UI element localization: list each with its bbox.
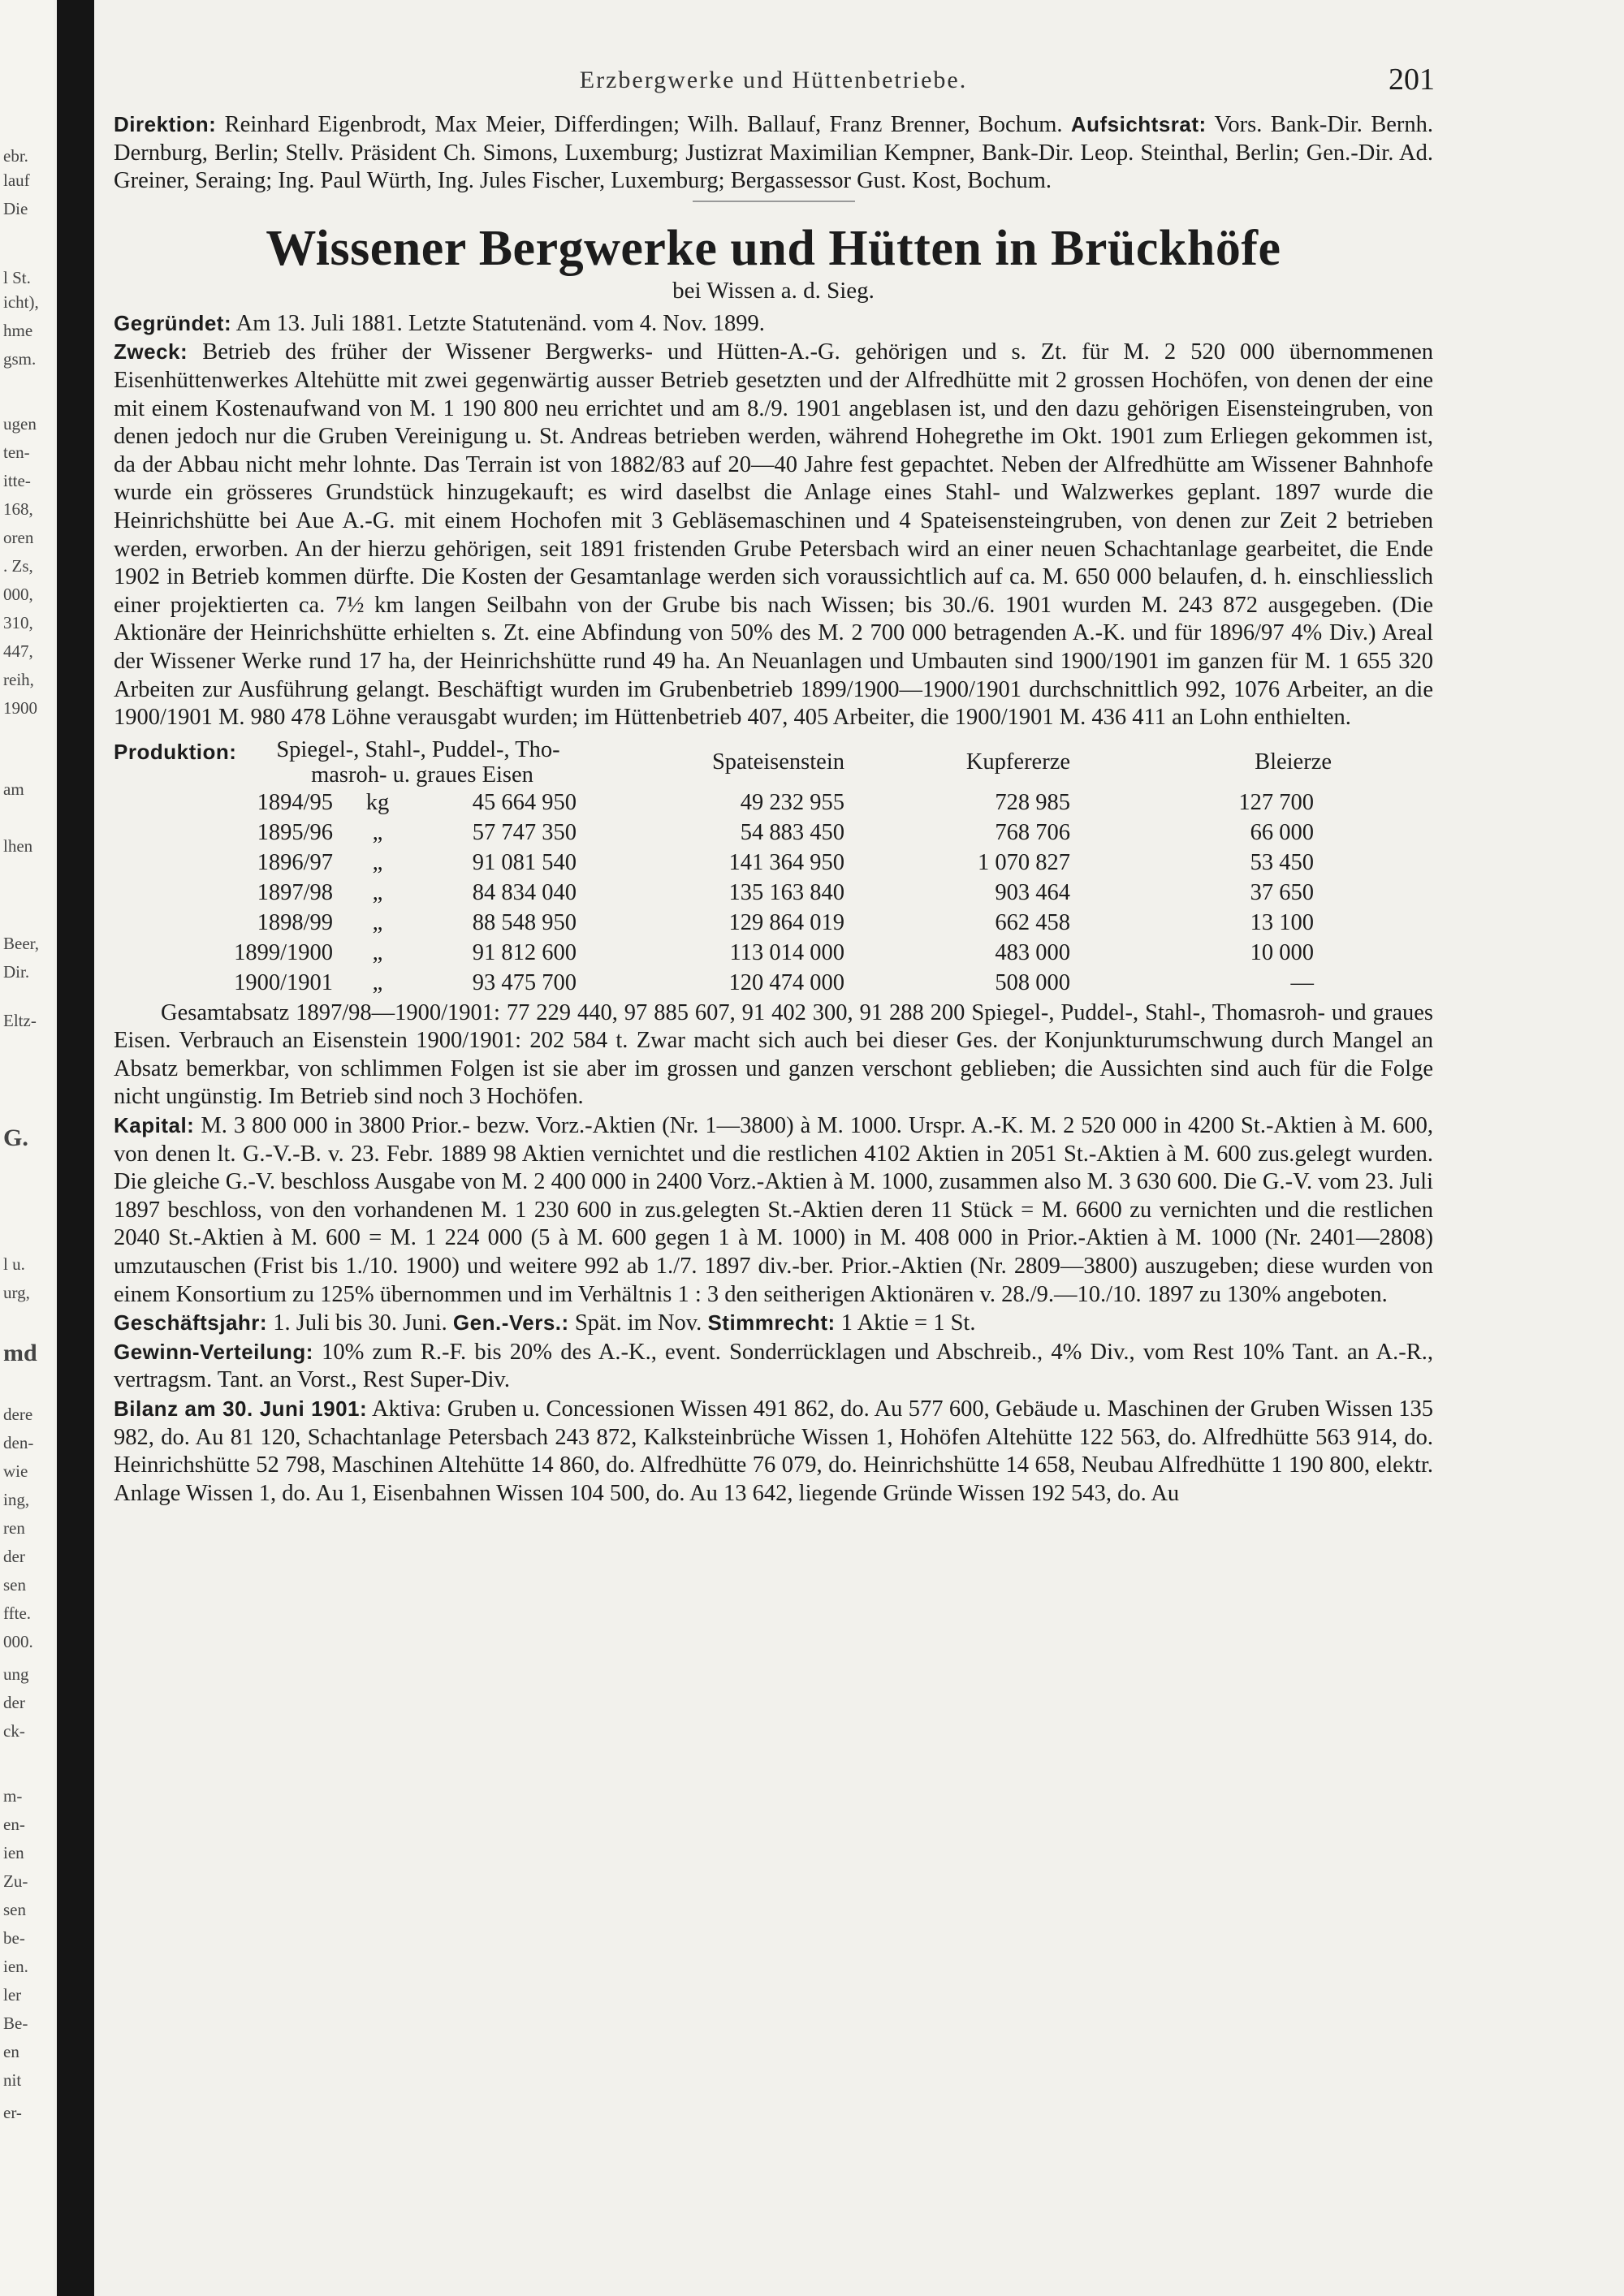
margin-fragment: ler xyxy=(3,1985,22,2005)
production-unit: „ xyxy=(372,969,383,995)
gegruendet-text: Am 13. Juli 1881. Letzte Statutenänd. vom 4. Nov. 1899. xyxy=(235,310,765,336)
production-eisen: 93 475 700 xyxy=(472,969,577,995)
direktion-label: Direktion: xyxy=(114,112,217,136)
margin-fragment: urg, xyxy=(3,1283,30,1302)
margin-fragment: der xyxy=(3,1547,25,1566)
binding-shadow xyxy=(57,0,94,2296)
col-header-blei: Bleierze xyxy=(1255,749,1332,775)
margin-fragment: reih, xyxy=(3,670,34,689)
production-row xyxy=(114,938,1332,968)
genvers-text: Spät. im Nov. xyxy=(574,1310,702,1336)
gesamtabsatz-text: Gesamtabsatz 1897/98—1900/1901: 77 229 440, 97 885 607, 91 402 300, 91 288 200 Spiegel-, Puddel-, Stahl-, Thomasroh- und graues Eisen. Verbrauch an Eisenstein 1900/1901: 202 584 t. Zwar macht sich auch bei dieser Ges. der Konjunkturumschwung durch Mangel an Absatz bemerkbar, von schlimmen Folgen ist sie aber im grossen und ganzen verschont geblieben; die Aussichten sind auch für die Folge nicht ungünstig. Im Betrieb sind noch 3 Hochöfen. xyxy=(114,999,1433,1110)
production-eisen: 88 548 950 xyxy=(472,909,577,935)
margin-fragment: md xyxy=(3,1340,37,1366)
margin-fragment: Be- xyxy=(3,2013,28,2033)
production-eisen: 45 664 950 xyxy=(472,789,577,815)
margin-fragment: hme xyxy=(3,321,33,340)
production-spat: 129 864 019 xyxy=(728,909,844,935)
production-kupfer: 483 000 xyxy=(995,939,1070,965)
running-head-title: Erzbergwerke und Hüttenbetriebe. xyxy=(579,67,968,93)
production-blei: 37 650 xyxy=(1250,879,1314,905)
production-eisen: 57 747 350 xyxy=(472,819,577,845)
production-row xyxy=(114,848,1332,878)
margin-fragment: er- xyxy=(3,2103,22,2122)
margin-fragment: Zu- xyxy=(3,1871,28,1891)
left-margin-bleed xyxy=(0,0,54,2296)
production-spat: 54 883 450 xyxy=(740,819,844,845)
aufsichtsrat-label: Aufsichtsrat: xyxy=(1070,112,1207,136)
gegruendet-paragraph xyxy=(114,309,1433,339)
production-row xyxy=(114,968,1332,998)
bilanz-text: Aktiva: Gruben u. Concessionen Wissen 491 862, do. Au 577 600, Gebäude u. Maschinen der Gruben Wissen 135 982, do. Au 81 120, Schachtanlage Petersbach 243 872, Kalksteinbrüche Wissen 1, Hohöfen Altehütte 122 563, do. Alfredhütte 563 914, do. Heinrichshütte 52 798, Maschinen Altehütte 14 860, do. Alfredhütte 76 079, do. Heinrichshütte 14 658, Neubau Alfredhütte 1 190 800, elektr. Anlage Wissen 1, do. Au 1, Eisenbahnen Wissen 104 500, do. Au 13 642, liegende Gründe Wissen 192 543, do. Au xyxy=(114,1396,1433,1506)
production-unit: „ xyxy=(372,939,383,965)
margin-fragment: ing, xyxy=(3,1490,30,1509)
margin-fragment: am xyxy=(3,779,24,799)
margin-fragment: 000. xyxy=(3,1632,33,1651)
margin-fragment: ung xyxy=(3,1664,29,1684)
margin-fragment: Die xyxy=(3,199,28,218)
production-blei: 13 100 xyxy=(1250,909,1314,935)
margin-fragment: Eltz- xyxy=(3,1011,37,1030)
production-unit: „ xyxy=(372,879,383,905)
production-row xyxy=(114,788,1332,818)
production-unit: kg xyxy=(365,789,390,815)
production-eisen: 84 834 040 xyxy=(472,879,577,905)
page-content xyxy=(114,52,1433,1508)
production-unit: „ xyxy=(372,909,383,935)
production-row xyxy=(114,878,1332,908)
margin-fragment: lauf xyxy=(3,170,30,190)
production-kupfer: 508 000 xyxy=(995,969,1070,995)
margin-fragment: 1900 xyxy=(3,698,37,718)
production-kupfer: 768 706 xyxy=(995,819,1070,845)
production-kupfer: 1 070 827 xyxy=(978,849,1070,875)
production-table xyxy=(114,737,1332,998)
production-blei: 53 450 xyxy=(1250,849,1314,875)
kapital-label: Kapital: xyxy=(114,1113,195,1138)
production-unit: „ xyxy=(372,819,383,845)
margin-fragment: ien. xyxy=(3,1957,28,1976)
margin-fragment: Beer, xyxy=(3,934,40,953)
margin-fragment: l St. xyxy=(3,268,31,287)
production-year: 1895/96 xyxy=(257,819,333,845)
production-row xyxy=(114,818,1332,848)
page-number: 201 xyxy=(1389,63,1435,97)
produktion-label: Produktion: xyxy=(114,739,237,764)
gewinn-text: 10% zum R.-F. bis 20% des A.-K., event. Sonderrücklagen und Abschreib., 4% Div., vom Rest 10% Tant. an A.-R., vertragsm. Tant. an Vorst., Rest Super-Div. xyxy=(114,1339,1434,1393)
gegruendet-label: Gegründet: xyxy=(114,310,232,335)
bilanz-paragraph xyxy=(114,1395,1433,1508)
production-kupfer: 728 985 xyxy=(995,789,1070,815)
zweck-label: Zweck: xyxy=(114,339,188,365)
margin-fragment: ebr. xyxy=(3,146,28,166)
production-unit: „ xyxy=(372,849,383,875)
production-spat: 120 474 000 xyxy=(728,969,844,995)
geschaeftsjahr-text: 1. Juli bis 30. Juni. xyxy=(273,1310,447,1336)
col-header-eisen-line2: masroh- u. graues Eisen xyxy=(311,762,533,788)
col-header-eisen-line1: Spiegel-, Stahl-, Puddel-, Tho- xyxy=(276,736,560,762)
margin-fragment: m- xyxy=(3,1786,23,1806)
margin-fragment: ren xyxy=(3,1518,25,1538)
production-spat: 135 163 840 xyxy=(728,879,844,905)
production-eisen: 91 081 540 xyxy=(472,849,577,875)
margin-fragment: Dir. xyxy=(3,962,30,982)
direktion-paragraph xyxy=(114,110,1433,196)
margin-fragment: 000, xyxy=(3,585,33,604)
gewinn-label: Gewinn-Verteilung: xyxy=(114,1339,313,1364)
production-kupfer: 903 464 xyxy=(995,879,1070,905)
production-blei: 127 700 xyxy=(1238,789,1314,815)
margin-fragment: sen xyxy=(3,1900,26,1919)
production-blei: 66 000 xyxy=(1250,819,1314,845)
company-subtitle: bei Wissen a. d. Sieg. xyxy=(672,277,875,304)
gewinn-paragraph xyxy=(114,1338,1433,1395)
margin-fragment: ck- xyxy=(3,1721,25,1741)
margin-fragment: 310, xyxy=(3,613,33,632)
production-spat: 141 364 950 xyxy=(728,849,844,875)
zweck-paragraph xyxy=(114,338,1433,732)
margin-fragment: ugen xyxy=(3,414,37,434)
margin-fragment: icht), xyxy=(3,292,39,312)
genvers-label: Gen.-Vers.: xyxy=(452,1310,569,1336)
production-kupfer: 662 458 xyxy=(995,909,1070,935)
margin-fragment: G. xyxy=(3,1124,28,1151)
margin-fragment: nit xyxy=(3,2070,22,2090)
production-year: 1894/95 xyxy=(257,789,333,815)
margin-fragment: den- xyxy=(3,1433,34,1452)
margin-fragment: 168, xyxy=(3,499,33,519)
production-year: 1898/99 xyxy=(257,909,333,935)
margin-fragment: l u. xyxy=(3,1254,25,1274)
margin-fragment: en- xyxy=(3,1815,25,1834)
margin-fragment: sen xyxy=(3,1575,26,1595)
kapital-text: M. 3 800 000 in 3800 Prior.- bezw. Vorz.-Aktien (Nr. 1—3800) à M. 1000. Urspr. A.-K. M. 2 520 000 in 4200 St.-Aktien à M. 600, von denen lt. G.-V.-B. v. 23. Febr. 1889 98 Aktien vernichtet und die restlichen 4102 Aktien in 2051 St.-Aktien à M. 600 zus.gelegt wurden. Die gleiche G.-V. beschloss Ausgabe von M. 2 400 000 in 2400 Vorz.-Aktien à M. 1000, zusammen also M. 3 630 600. Die G.-V. vom 23. Juli 1897 beschloss, von den vorhandenen M. 1 230 600 in zus.gelegten St.-Aktien deren 11 Stück = M. 6600 zu vernichten und die restlichen 2040 St.-Aktien à M. 600 = M. 1 224 000 (5 à M. 600 gegen 1 à M. 1000) in M. 408 000 in Prior.-Aktien à M. 1000 (Nr. 2401—2808) umzutauschen (Frist bis 1./10. 1900) und weitere 992 ab 1./7. 1897 div.-ber. Prior.-Aktien (Nr. 2809—3800) auszugeben; diese wurden von einem Konsortium zu 125% übernommen und im Verhältnis 1 : 3 den seitherigen Aktionären v. 28./9.—10./10. 1897 zu 130% angeboten. xyxy=(114,1113,1434,1307)
geschaeftsjahr-paragraph xyxy=(114,1309,1433,1338)
margin-fragment: 447, xyxy=(3,641,33,661)
margin-fragment: . Zs, xyxy=(3,556,33,576)
bilanz-label: Bilanz am 30. Juni 1901: xyxy=(114,1396,368,1421)
company-title: Wissener Bergwerke und Hütten in Brückhöfe xyxy=(266,220,1281,276)
margin-fragment: ffte. xyxy=(3,1603,32,1623)
production-row xyxy=(114,908,1332,938)
margin-fragment: dere xyxy=(3,1405,33,1424)
col-header-kupfer: Kupfererze xyxy=(965,749,1070,775)
margin-fragment: be- xyxy=(3,1928,25,1948)
production-year: 1896/97 xyxy=(257,849,333,875)
direktion-text: Reinhard Eigenbrodt, Max Meier, Differdingen; Wilh. Ballauf, Franz Brenner, Bochum. xyxy=(224,112,1063,137)
col-header-spat: Spateisenstein xyxy=(711,749,844,775)
zweck-text: Betrieb des früher der Wissener Bergwerks- und Hütten-A.-G. gehörigen und s. Zt. für M. 2 520 000 übernommenen Eisenhüttenwerkes Altehütte mit zwei gegenwärtig ausser Betrieb gesetzten und der Alfredhütte mit 2 grossen Hochöfen, von denen der eine mit einem Kostenaufwand von M. 1 190 800 neu errichtet und am 8./9. 1901 angeblasen ist, und den dazu gehörigen Eisensteingruben, von denen jedoch nur die Gruben Vereinigung u. St. Andreas betrieben werden, während Hohegrethe im Okt. 1901 zum Erliegen gekommen ist, da der Abbau nicht mehr lohnte. Das Terrain ist von 1882/83 auf 20—40 Jahre fest gepachtet. Neben der Alfredhütte am Wissener Bahnhofe wurde ein grösseres Grundstück hinzugekauft; es wird daselbst die Anlage eines Stahl- und Walzwerkes geplant. 1897 wurde die Heinrichshütte bei Aue A.-G. mit einem Hochofen mit 3 Gebläsemaschinen und 4 Spateisensteingruben, von denen zur Zeit 2 betrieben werden, erworben. An der hierzu gehörigen, seit 1891 fristenden Grube Petersbach wird an einer neuen Schachtanlage gearbeitet, die Ende 1902 in Betrieb kommen dürfte. Die Kosten der Gesamtanlage werden sich voraussichtlich auf ca. M. 650 000 belaufen, d. h. einschliesslich einer projektierten ca. 7½ km langen Seilbahn von der Grube bis nach Wissen; bis 30./6. 1901 wurden M. 243 872 ausgegeben. (Die Aktionäre der Heinrichshütte erhielten s. Zt. eine Abfindung von 50% des M. 2 700 000 betragenden A.-K. und für 1896/97 4% Div.) Areal der Wissener Werke rund 17 ha, der Heinrichshütte rund 49 ha. An Neuanlagen und Umbauten sind 1900/1901 im ganzen für M. 1 655 320 Arbeiten zur Ausführung gelangt. Beschäftigt wurden im Grubenbetrieb 1899/1900—1900/1901 durchschnittlich 992, 1076 Arbeiter, an die 1900/1901 M. 980 478 Löhne verausgabt wurden; im Hüttenbetrieb 407, 405 Arbeiter, die 1900/1901 M. 436 411 an Lohn enthielten. xyxy=(114,339,1434,731)
production-year: 1900/1901 xyxy=(234,969,333,995)
production-table-header xyxy=(114,737,1332,788)
production-year: 1899/1900 xyxy=(234,939,333,965)
production-blei: 10 000 xyxy=(1250,939,1314,965)
stimmrecht-label: Stimmrecht: xyxy=(707,1310,836,1336)
margin-fragment: ien xyxy=(3,1843,24,1862)
aufsichtsrat-text: Vors. Bank-Dir. Bernh. Dernburg, Berlin; Stellv. Präsident Ch. Simons, Luxemburg; Justizrat Maximilian Kempner, Bank-Dir. Leop. Steinthal, Berlin; Gen.-Dir. Ad. Greiner, Seraing; Ing. Paul Würth, Ing. Jules Fischer, Luxemburg; Bergassessor Gust. Kost, Bochum. xyxy=(114,112,1433,194)
margin-fragment: wie xyxy=(3,1461,28,1481)
production-spat: 49 232 955 xyxy=(740,789,844,815)
kapital-paragraph xyxy=(114,1111,1433,1309)
margin-fragment: gsm. xyxy=(3,349,37,369)
production-spat: 113 014 000 xyxy=(729,939,844,965)
gesamtabsatz-paragraph xyxy=(114,999,1433,1111)
margin-fragment: lhen xyxy=(3,836,33,856)
section-divider xyxy=(693,201,855,202)
geschaeftsjahr-label: Geschäftsjahr: xyxy=(114,1310,268,1336)
stimmrecht-text: 1 Aktie = 1 St. xyxy=(840,1310,976,1336)
running-header xyxy=(114,52,1433,110)
production-blei: — xyxy=(1290,969,1314,995)
production-eisen: 91 812 600 xyxy=(472,939,577,965)
margin-fragment: ten- xyxy=(3,442,30,462)
margin-fragment: oren xyxy=(3,528,34,547)
margin-fragment: der xyxy=(3,1693,25,1712)
margin-fragment: en xyxy=(3,2042,19,2061)
col-header-eisen xyxy=(276,736,577,788)
margin-fragment: itte- xyxy=(3,471,31,490)
production-year: 1897/98 xyxy=(257,879,333,905)
